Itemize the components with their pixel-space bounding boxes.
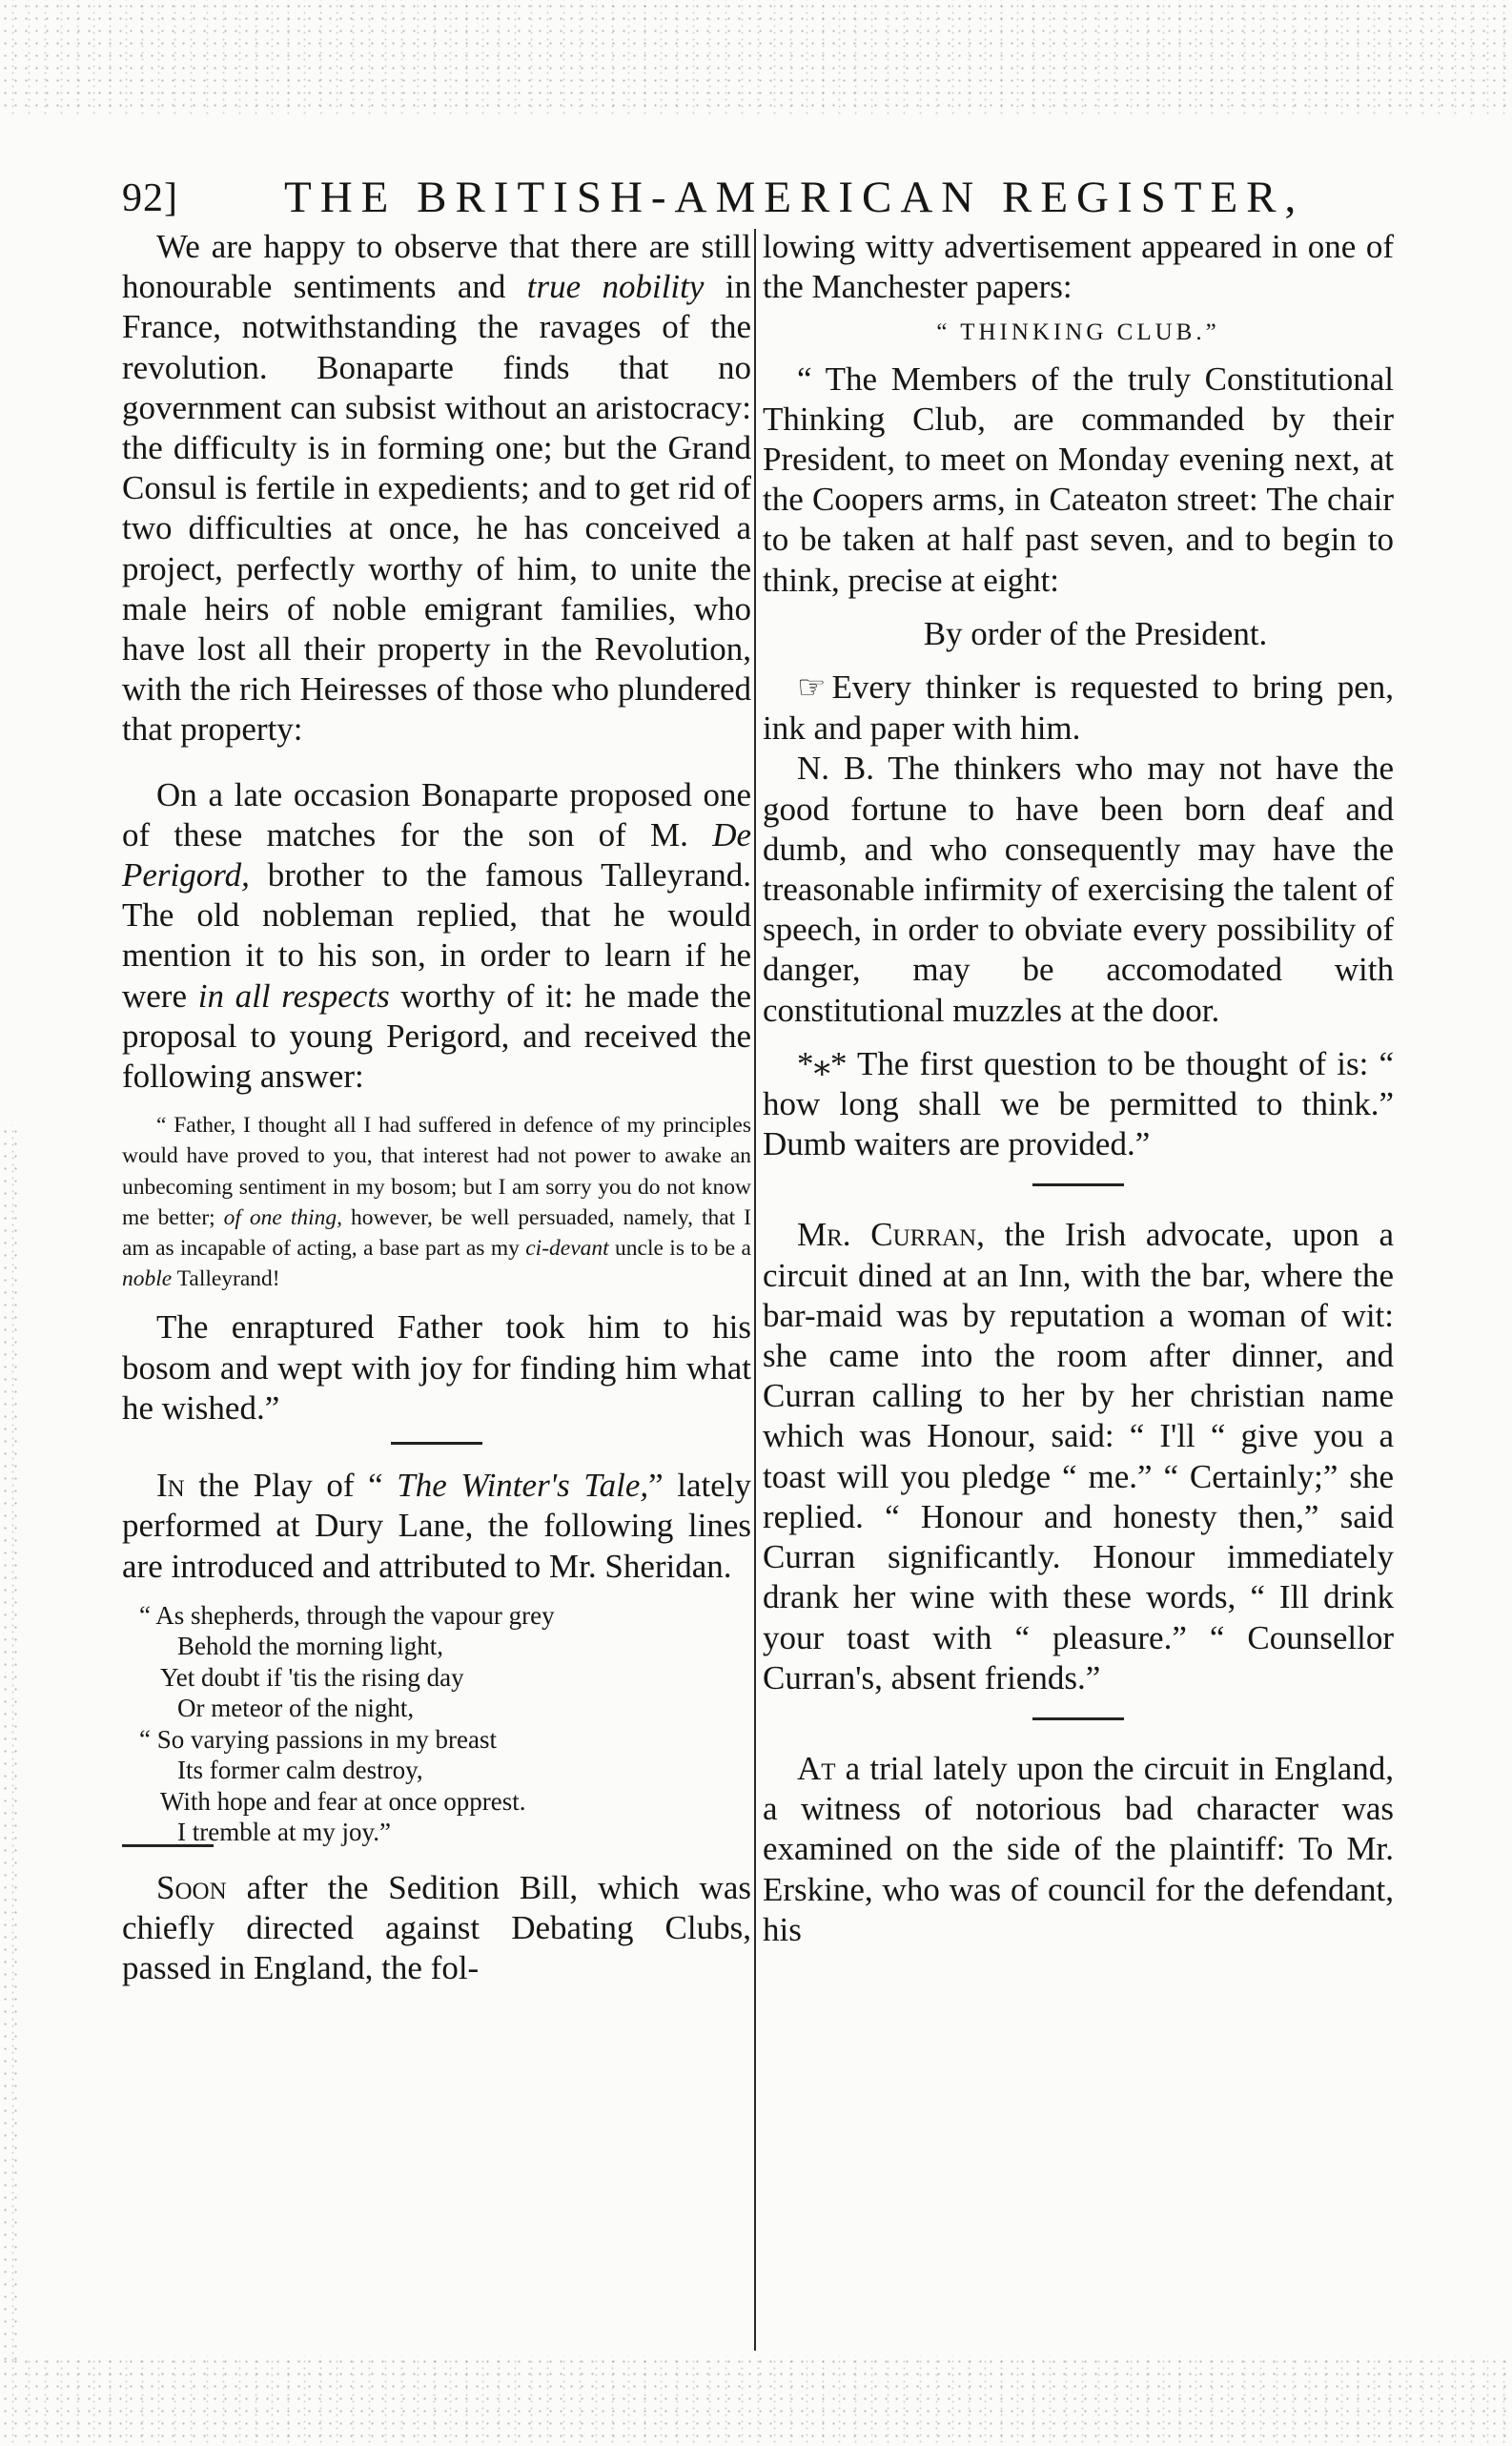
article-bonaparte-match: On a late occasion Bonaparte proposed one of these matches for the son of M. De Perigord, brother to the famous Talleyrand. The old nobleman replied, that he would mention it to his son, in order to learn if he were in all respects worthy of it: he made the proposal to young Perigord, and received the following answer: [122, 775, 751, 1096]
poem-line: Its former calm destroy, [177, 1756, 423, 1785]
article-erskine-trial: At a trial lately upon the circuit in England, a witness of notorious bad character was examined on the side of the plaintiff: To Mr. Erskine, who was of council for the defendant, his [763, 1749, 1394, 1948]
section-rule [391, 1442, 482, 1445]
article-advertisement-intro: lowing witty advertisement appeared in one of the Manchester papers: [763, 228, 1394, 306]
section-rule [1032, 1183, 1124, 1186]
section-rule [1032, 1717, 1124, 1720]
page-number: 92] [122, 176, 178, 220]
pointing-hand-icon: ☞ [797, 670, 827, 707]
notice-signature: By order of the President. [923, 614, 1268, 652]
asterism-icon: *⁎* [797, 1044, 848, 1082]
running-title: THE BRITISH-AMERICAN REGISTER, [284, 173, 1305, 222]
article-winters-tale: In the Play of “ The Winter's Tale,” lately performed at Dury Lane, the following lines are introduced and attributed to Mr. Sheridan. [122, 1467, 751, 1585]
notice-first-question: *⁎* The first question to be thought of is: “ how long shall we be permitted to think.” Dumb waiters are provided.” [763, 1044, 1394, 1163]
scan-noise-bottom [0, 2355, 1512, 2446]
article-bonaparte-intro: We are happy to observe that there are still honourable sentiments and true nobility in France, notwithstanding the ravages of the revolution. Bonaparte finds that no government can subsist without an aristocracy: the difficulty is in forming one; but the Grand Consul is fertile in expedients; and to get rid of two difficulties at once, he has conceived a project, perfectly worthy of him, to unite the male heirs of noble emigrant families, who have lost all their property in the Revolution, with the rich Heiresses of those who plundered that property: [122, 228, 751, 749]
thinking-club-heading: “ THINKING CLUB.” [936, 319, 1220, 346]
column-divider [754, 229, 756, 2351]
left-column [122, 227, 751, 2354]
thinking-club-notice: “ The Members of the truly Constitutional Thinking Club, are commanded by their President, to meet on Monday evening next, at the Coopers arms, in Cateaton street: The chair to be taken at half past seven, and to begin to think, precise at eight: [763, 360, 1394, 599]
sheridan-poem [139, 1600, 751, 1848]
poem-line: Behold the morning light, [177, 1632, 443, 1661]
notice-pen-ink: ☞ Every thinker is requested to bring pen, ink and paper with him. [763, 668, 1394, 748]
article-bonaparte-conclusion: The enraptured Father took him to his bosom and wept with joy for finding him what he wished.” [122, 1308, 751, 1427]
scan-noise-left [0, 1125, 21, 2365]
right-column [763, 227, 1394, 2354]
poem-line: “ So varying passions in my breast [139, 1724, 497, 1754]
article-sedition-bill: Soon after the Sedition Bill, which was chiefly directed against Debating Clubs, passed in England, the fol- [122, 1868, 751, 1987]
poem-line: With hope and fear at once opprest. [160, 1786, 526, 1816]
perigord-letter: “ Father, I thought all I had suffered in defence of my principles would have proved to you, that interest had not power to awake an unbecoming sentiment in my bosom; but I am sorry you do not know me better; of one thing, however, be well persuaded, namely, that I am as incapable of acting, a base part as my ci-devant uncle is to be a noble Talleyrand! [122, 1113, 751, 1292]
page-header [122, 162, 1305, 229]
poem-line: Yet doubt if 'tis the rising day [160, 1662, 464, 1692]
poem-line: I tremble at my joy.” [177, 1818, 391, 1847]
poem-line: “ As shepherds, through the vapour grey [139, 1600, 555, 1630]
scan-noise-top [0, 0, 1512, 114]
notice-nota-bene: N. B. The thinkers who may not have the good fortune to have been born deaf and dumb, and who consequently may have the treasonable infirmity of exercising the talent of speech, in order to obviate every possibility of danger, may be accomodated with constitutional muzzles at the door. [763, 750, 1394, 1029]
poem-line: Or meteor of the night, [177, 1694, 415, 1723]
article-curran: Mr. Curran, the Irish advocate, upon a circuit dined at an Inn, with the bar, where the bar-maid was by reputation a woman of wit: she came into the room after dinner, and Curran calling to her by her christian name which was Honour, said: “ I'll “ give you a toast will you pledge “ me.” “ Certainly;” she replied. “ Honour and honesty then,” said Curran significantly. Honour immediately drank her wine with these words, “ Ill drink your toast with “ pleasure.” “ Counsellor Curran's, absent friends.” [763, 1216, 1394, 1696]
